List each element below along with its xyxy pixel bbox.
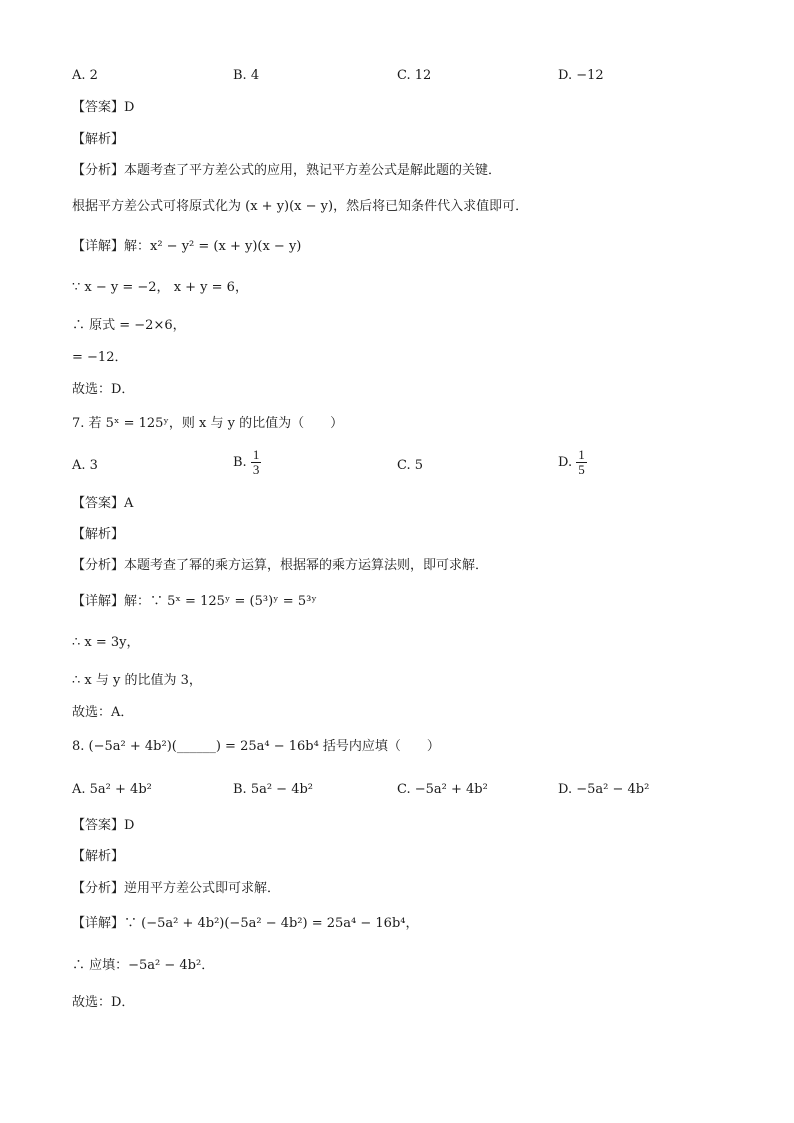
q6-step-1: ∵ x − y = −2， x + y = 6， bbox=[72, 280, 248, 295]
q7-option-d-fraction bbox=[576, 448, 587, 477]
q7-option-d-denominator: 5 bbox=[578, 462, 585, 477]
q7-question: 7. 若 5ˣ = 125ʸ，则 x 与 y 的比值为（ ） bbox=[72, 416, 344, 431]
q7-option-b-denominator: 3 bbox=[252, 462, 260, 477]
q6-analysis-line2: 根据平方差公式可将原式化为 (x + y)(x − y)，然后将已知条件代入求值即可． bbox=[72, 199, 529, 214]
q8-detail: 【详解】∵ (−5a² + 4b²)(−5a² − 4b²) = 25a⁴ − 16b⁴， bbox=[72, 916, 419, 931]
q6-option-b: B. 4 bbox=[233, 68, 260, 83]
q8-analysis-text: 【分析】逆用平方差公式即可求解． bbox=[72, 881, 281, 896]
q6-option-c: C. 12 bbox=[397, 68, 432, 83]
q7-option-b-label: B. bbox=[233, 455, 247, 470]
q6-answer: 【答案】D bbox=[72, 100, 135, 115]
q8-question: 8. (−5a² + 4b²)(______) = 25a⁴ − 16b⁴ 括号内应填（ ） bbox=[72, 739, 440, 754]
q8-analysis-label: 【解析】 bbox=[72, 849, 125, 864]
q8-option-d: D. −5a² − 4b² bbox=[558, 782, 650, 797]
q6-analysis-text: 【分析】本题考查了平方差公式的应用，熟记平方差公式是解此题的关键． bbox=[72, 163, 502, 178]
q7-option-d-label: D. bbox=[558, 455, 573, 470]
q7-analysis-label: 【解析】 bbox=[72, 527, 125, 542]
q7-option-b-fraction bbox=[251, 448, 262, 477]
q7-option-d-numerator: 1 bbox=[578, 447, 585, 462]
q6-option-a: A. 2 bbox=[72, 68, 98, 83]
q7-option-b bbox=[233, 448, 261, 477]
q7-option-d bbox=[558, 448, 587, 477]
q8-option-c: C. −5a² + 4b² bbox=[397, 782, 488, 797]
q7-step-2: ∴ x 与 y 的比值为 3， bbox=[72, 673, 202, 688]
q7-option-a: A. 3 bbox=[72, 458, 98, 473]
q7-answer: 【答案】A bbox=[72, 496, 134, 511]
q7-option-c: C. 5 bbox=[397, 458, 424, 473]
q6-analysis-label: 【解析】 bbox=[72, 132, 125, 147]
q7-analysis-text: 【分析】本题考查了幂的乘方运算，根据幂的乘方运算法则，即可求解． bbox=[72, 558, 489, 573]
q7-option-b-numerator: 1 bbox=[252, 447, 260, 462]
q8-step-1: ∴ 应填：−5a² − 4b²． bbox=[72, 958, 215, 973]
q8-option-b: B. 5a² − 4b² bbox=[233, 782, 314, 797]
q8-option-a: A. 5a² + 4b² bbox=[72, 782, 152, 797]
q6-option-d: D. −12 bbox=[558, 68, 604, 83]
q7-detail: 【详解】解：∵ 5ˣ = 125ʸ = (5³)ʸ = 5³ʸ bbox=[72, 594, 317, 609]
q6-step-2: ∴ 原式 = −2×6， bbox=[72, 318, 186, 333]
q6-step-3: = −12． bbox=[72, 350, 128, 365]
q8-answer: 【答案】D bbox=[72, 818, 135, 833]
q8-choose: 故选：D． bbox=[72, 995, 135, 1010]
q6-detail: 【详解】解：x² − y² = (x + y)(x − y) bbox=[72, 239, 302, 254]
q7-step-1: ∴ x = 3y， bbox=[72, 635, 140, 650]
q6-choose: 故选：D． bbox=[72, 382, 135, 397]
q7-choose: 故选：A． bbox=[72, 705, 134, 720]
